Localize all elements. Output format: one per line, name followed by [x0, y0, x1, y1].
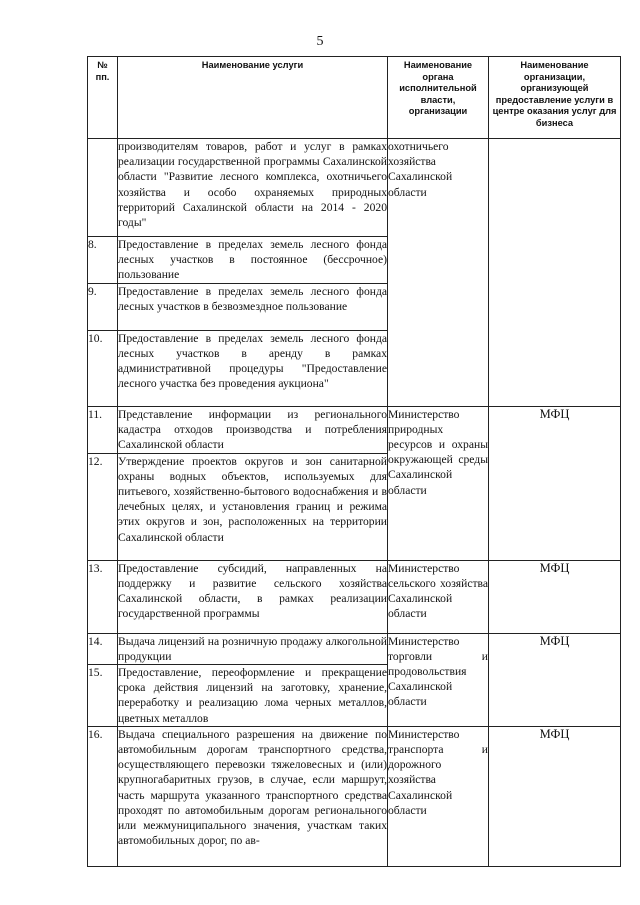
service-name: Выдача лицензий на розничную продажу алкогольной продукции — [118, 634, 387, 663]
service-name: Предоставление в пределах земель лесного фонда лесных участков в безвозмездное пользование — [118, 283, 388, 330]
row-number: 15. — [88, 665, 118, 727]
organizer-cell — [489, 139, 621, 407]
authority-cell: охотничьего хозяйства Сахалинской области — [388, 139, 489, 407]
row-number: 11. — [88, 406, 118, 453]
table-row — [88, 406, 621, 453]
table-row — [88, 726, 621, 866]
authority-cell: Министерство транспорта и дорожного хозяйства Сахалинской области — [388, 726, 489, 866]
header-service-name: Наименование услуги — [118, 57, 388, 139]
authority-cell: Министерство торговли и продовольствия Сахалинской области — [388, 633, 489, 726]
table-row — [88, 560, 621, 633]
organizer-cell: МФЦ — [489, 406, 621, 560]
row-number: 16. — [88, 726, 118, 866]
authority-cell: Министерство природных ресурсов и охраны окружающей среды Сахалинской области — [388, 406, 489, 560]
table-header-row — [88, 57, 621, 139]
row-number: 9. — [88, 283, 118, 330]
row-number: 13. — [88, 560, 118, 633]
service-name: Предоставление, переоформление и прекращение срока действия лицензий на заготовку, хранение, переработку и реализацию лома черных металлов, цветных металлов — [118, 666, 387, 725]
row-number: 14. — [88, 633, 118, 664]
row-number — [88, 139, 118, 237]
service-name: Предоставление субсидий, направленных на поддержку и развитие сельского хозяйства Сахалинской области, в рамках реализации государственной программы — [118, 560, 388, 633]
organizer-cell: МФЦ — [489, 633, 621, 726]
service-name: Представление информации из регионального кадастра отходов производства и потребления Сахалинской области — [118, 406, 388, 453]
header-number: № пп. — [88, 57, 118, 139]
table-row — [88, 139, 621, 237]
organizer-cell: МФЦ — [489, 726, 621, 866]
page-number: 5 — [316, 34, 324, 49]
service-name: производителям товаров, работ и услуг в рамках реализации государственной программы Сахалинской области "Развитие лесного комплекса, охотничьего хозяйства и особо охраняемых природных территорий Сахалинской области на 2014 - 2020 годы" — [118, 139, 388, 237]
organizer-cell: МФЦ — [489, 560, 621, 633]
services-table — [87, 56, 621, 867]
service-name: Предоставление в пределах земель лесного фонда лесных участков в постоянное (бессрочное) пользование — [118, 238, 387, 282]
table-row — [88, 633, 621, 664]
row-number: 10. — [88, 330, 118, 406]
row-number: 12. — [88, 453, 118, 560]
header-authority: Наименование органа исполнительной власти, организации — [388, 57, 489, 139]
authority-cell: Министерство сельского хозяйства Сахалинской области — [388, 560, 489, 633]
header-organizer: Наименование организации, организующей предоставление услуги в центре оказания услуг для бизнеса — [489, 57, 621, 139]
row-number: 8. — [88, 237, 118, 284]
service-name: Выдача специального разрешения на движение по автомобильным дорогам транспортного средства, осуществляющего перевозки тяжеловесных и (или) крупногабаритных грузов, в случае, если маршрут, часть маршрута указанного транспортного средства проходят по автомобильным дорогам регионального или межмуниципального значения, участкам таких автомобильных дорог, по ав- — [118, 726, 388, 866]
service-name: Утверждение проектов округов и зон санитарной охраны водных объектов, используемых для питьевого, хозяйственно-бытового водоснабжения и в лечебных целях, и установления границ и режима этих округов и зон, расположенных на территории Сахалинской области — [118, 453, 388, 560]
service-name: Предоставление в пределах земель лесного фонда лесных участков в аренду в рамках административной процедуры "Предоставление лесного участка без проведения аукциона" — [118, 330, 388, 406]
